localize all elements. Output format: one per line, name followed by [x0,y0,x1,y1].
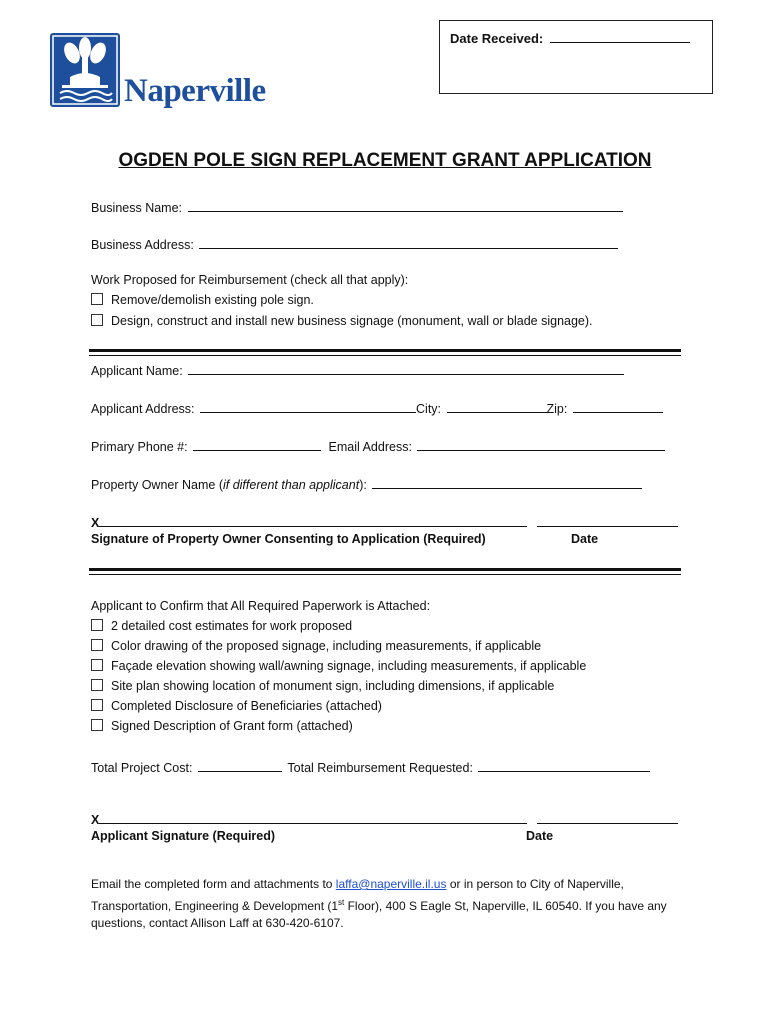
applicant-address-line[interactable] [200,399,416,413]
x-mark: X [91,813,100,827]
reimbursement-line[interactable] [478,758,650,772]
applicant-date-line [537,810,678,824]
applicant-signature-underline [99,810,527,824]
property-owner-field[interactable] [91,475,642,492]
zip-line[interactable] [573,399,663,413]
applicant-date-label: Date [526,829,554,843]
paperwork-item[interactable] [91,699,382,713]
logo-emblem [50,33,120,107]
applicant-name-line [188,361,624,375]
zip-label: Zip: [546,402,568,416]
work-option-demolish[interactable] [91,293,314,307]
checkbox[interactable] [91,659,103,671]
city-label: City: [416,402,442,416]
paperwork-item[interactable] [91,679,554,693]
business-address-field[interactable] [91,235,618,252]
applicant-name-field[interactable] [91,361,624,378]
owner-signature-underline [99,513,527,527]
applicant-address-label: Applicant Address: [91,402,195,416]
work-proposed-label: Work Proposed for Reimbursement (check all that apply): [91,273,409,287]
owner-label-post: ): [359,478,367,492]
applicant-signature-label: Applicant Signature (Required) [91,829,276,843]
paperwork-item-label: Site plan showing location of monument sign, including dimensions, if applicable [111,679,555,693]
checkbox[interactable] [91,699,103,711]
costs-row [91,758,650,775]
property-owner-line [372,475,642,489]
date-received-field[interactable] [450,29,690,46]
footer-text: Floor), 400 S Eagle St, Naperville, IL 60540. If you have any questions, contact Allison Laff at 630-420-6107. [91,898,667,930]
business-name-label: Business Name: [91,201,183,215]
date-received-box [439,20,713,94]
paperwork-item[interactable] [91,659,586,673]
x-mark: X [91,516,100,530]
business-address-line [199,235,618,249]
business-name-field[interactable] [91,198,623,215]
section-divider [89,568,681,575]
business-address-label: Business Address: [91,238,194,252]
checkbox[interactable] [91,619,103,631]
checkbox[interactable] [91,293,103,305]
footer-text: or in person to City of Naperville, Transportation, Engineering & Development (1 [91,877,624,913]
total-cost-label: Total Project Cost: [91,761,193,775]
checkbox[interactable] [91,719,103,731]
footer-superscript: st [338,897,345,907]
email-label: Email Address: [328,440,412,454]
tree-emblem-icon [50,33,120,107]
owner-signature-label: Signature of Property Owner Consenting to Application (Required) [91,532,486,546]
email-line[interactable] [417,437,665,451]
checkbox[interactable] [91,679,103,691]
applicant-signature-line[interactable] [91,810,678,827]
paperwork-item-label: Signed Description of Grant form (attached) [111,719,353,733]
contact-row [91,437,665,454]
naperville-logo [50,33,305,117]
page-title: OGDEN POLE SIGN REPLACEMENT GRANT APPLICATION [118,150,652,171]
paperwork-item-label: Façade elevation showing wall/awning signage, including measurements, if applicable [111,659,587,673]
paperwork-item[interactable] [91,719,353,733]
work-option-label: Design, construct and install new business signage (monument, wall or blade signage). [111,314,593,328]
owner-label-italic: if different than applicant [222,478,360,492]
total-cost-line[interactable] [198,758,282,772]
paperwork-item[interactable] [91,639,541,653]
city-line[interactable] [447,399,547,413]
checkbox[interactable] [91,314,103,326]
owner-signature-line[interactable] [91,513,678,530]
applicant-address-row [91,399,663,416]
work-option-label: Remove/demolish existing pole sign. [111,293,314,307]
checkbox[interactable] [91,639,103,651]
date-received-label: Date Received: [450,31,544,46]
phone-line[interactable] [193,437,321,451]
paperwork-item-label: Color drawing of the proposed signage, including measurements, if applicable [111,639,542,653]
reimbursement-label: Total Reimbursement Requested: [287,761,473,775]
applicant-name-label: Applicant Name: [91,364,183,378]
section-divider [89,349,681,356]
paperwork-item[interactable] [91,619,352,633]
footer-text: Email the completed form and attachments to [91,877,336,891]
owner-date-label: Date [571,532,599,546]
logo-wordmark: Naperville [124,73,266,109]
business-name-line [188,198,623,212]
paperwork-item-label: Completed Disclosure of Beneficiaries (attached) [111,699,382,713]
date-received-line [550,29,690,43]
work-option-new-signage[interactable] [91,314,593,328]
email-link[interactable]: laffa@naperville.il.us [335,877,447,891]
submission-instructions [91,876,681,933]
phone-label: Primary Phone #: [91,440,188,454]
owner-label-pre: Property Owner Name ( [91,478,223,492]
paperwork-item-label: 2 detailed cost estimates for work proposed [111,619,353,633]
owner-date-line [537,513,678,527]
paperwork-label: Applicant to Confirm that All Required Paperwork is Attached: [91,599,431,613]
